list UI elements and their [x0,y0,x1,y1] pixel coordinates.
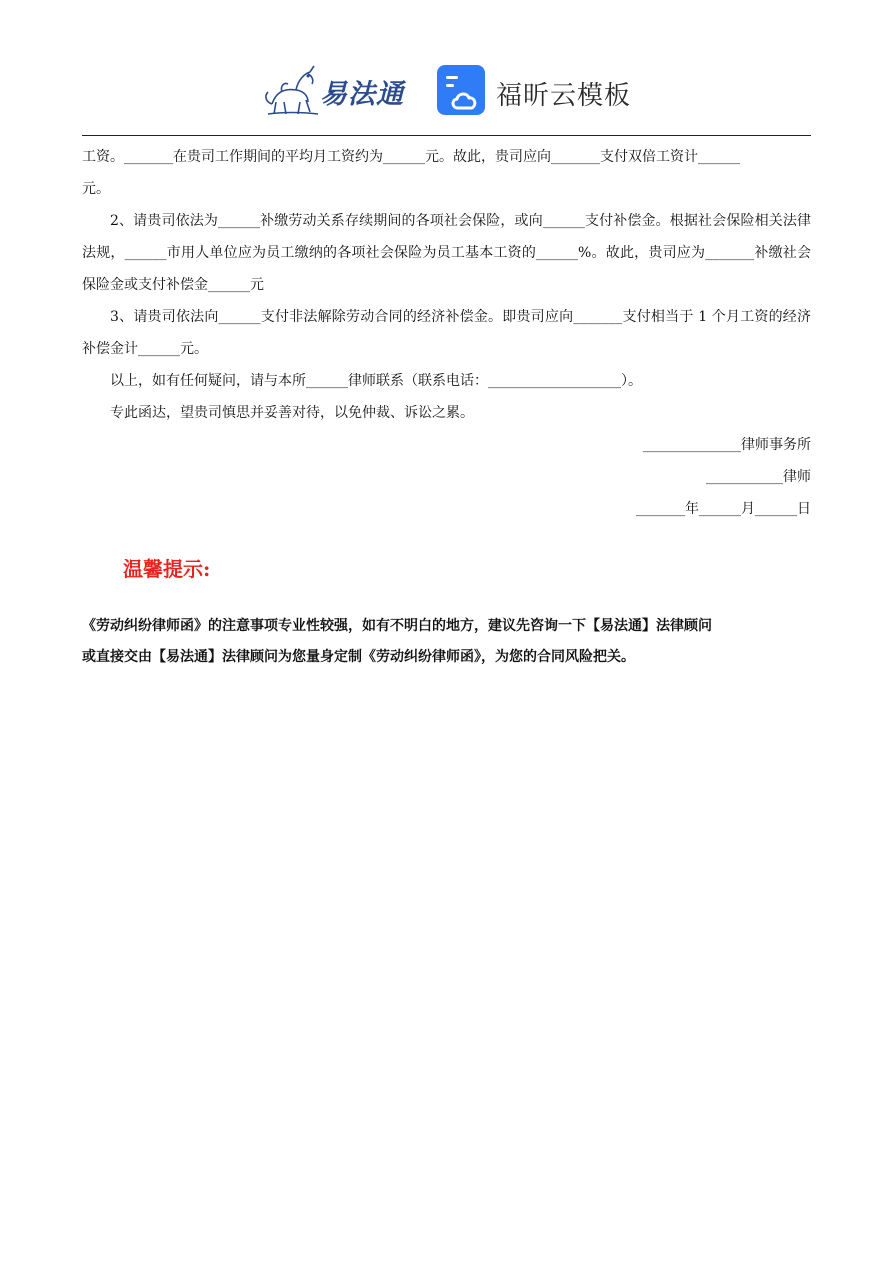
body-paragraph-compensation: 3、请贵司依法向______支付非法解除劳动合同的经济补偿金。即贵司应向_______支付相当于 1 个月工资的经济补偿金计______元。 [82,309,811,357]
fuxin-brand-text: 福昕云模板 [496,81,632,111]
tips-line-1: 《劳动纠纷律师函》的注意事项专业性较强，如有不明白的地方，建议先咨询一下【易法通】法律顾问 [82,618,712,634]
letter-body [82,141,811,525]
body-paragraph-social-insurance: 2、请贵司依法为______补缴劳动关系存续期间的各项社会保险，或向______支付补偿金。根据社会保险相关法律法规，______市用人单位应为员工缴纳的各项社会保险为员工基本工资的______%。故此，贵司应为_______补缴社会保险金或支付补偿金______元 [82,213,811,293]
tips-line-2: 或直接交由【易法通】法律顾问为您量身定制《劳动纠纷律师函》，为您的合同风险把关。 [82,649,635,665]
signature-block [82,429,811,525]
yifatong-brand-text: 易法通 [320,79,404,110]
body-line-wages: 工资。_______在贵司工作期间的平均月工资约为______元。故此，贵司应向_______支付双倍工资计______ [82,149,740,165]
body-paragraph-closing: 专此函达，望贵司慎思并妥善对待，以免仲裁、诉讼之累。 [110,405,474,421]
header-divider [82,135,811,136]
body-line-yuan: 元。 [82,181,110,197]
tips-body [82,611,811,673]
page-header [0,60,893,122]
signature-firm: ______________律师事务所 [643,437,811,453]
signature-date: _______年______月______日 [636,501,811,517]
cloud-document-icon [436,64,488,116]
signature-lawyer: ___________律师 [706,469,811,485]
body-paragraph-contact: 以上，如有任何疑问，请与本所______律师联系（联系电话：___________________）。 [110,373,642,389]
tips-title: 温馨提示: [123,557,211,581]
fuxin-logo [436,64,636,118]
unicorn-logo-icon [262,62,324,118]
yifatong-logo [262,62,412,118]
